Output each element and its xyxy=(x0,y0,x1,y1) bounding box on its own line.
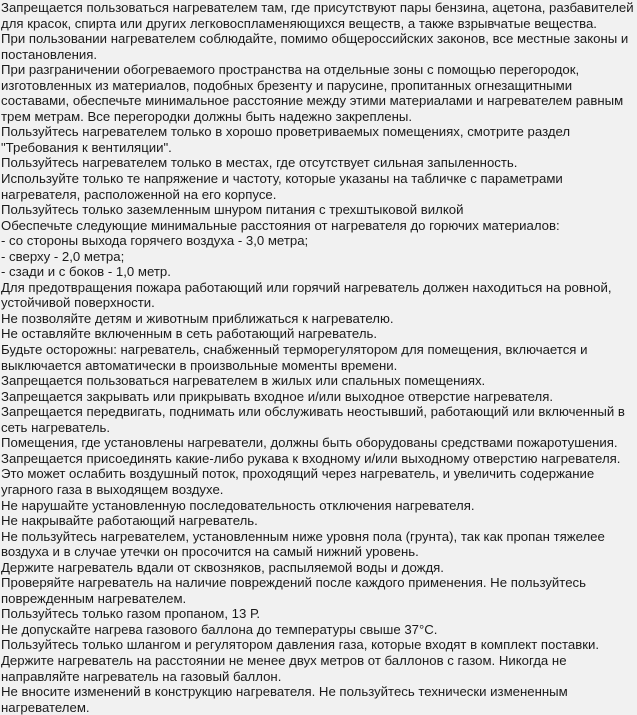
list-item-rear-and-sides: - сзади и с боков - 1,0 метр. xyxy=(1,264,171,280)
paragraph-5: Пользуйтесь нагревателем только в местах, где отсутствует сильная запыленность. xyxy=(1,155,518,171)
paragraph-1: Запрещается пользоваться нагревателем там, где присутствуют пары бензина, ацетона, разбавителей для красок, спирта или других легковоспламеняющихся веществ, а также взрывчатые вещества. xyxy=(1,0,634,31)
paragraph-8: Обеспечьте следующие минимальные расстояния от нагревателя до горючих материалов: xyxy=(1,217,560,233)
paragraph-2: При пользовании нагревателем соблюдайте, помимо общероссийских законов, все местные законы и постановления. xyxy=(1,31,629,62)
paragraph-6: Используйте только те напряжение и частоту, которые указаны на табличке с параметрами нагревателя, расположенной на его корпусе. xyxy=(1,171,563,202)
paragraph-3: При разграничении обогреваемого пространства на отдельные зоны с помощью перегородок, изготовленных из материалов, подобных брезенту и парусине, пропитанных огнезащитными составами, обеспечьте минимальное расстояние между этими материалами и нагревателем равным трем метрам. Все перегородки должны быть надежно закреплены. xyxy=(1,62,624,124)
paragraph-30: Не вносите изменений в конструкцию нагревателя. Не пользуйтесь технически измененным нагревателем. xyxy=(1,684,568,715)
paragraph-16: Запрещается пользоваться нагревателем в жилых или спальных помещениях. xyxy=(1,373,486,389)
paragraph-24: Держите нагреватель вдали от сквозняков, распыляемой воды и дождя. xyxy=(1,559,444,575)
paragraph-21: Не нарушайте установленную последовательность отключения нагревателя. xyxy=(1,497,475,513)
paragraph-7: Пользуйтесь только заземленным шнуром питания с трехштыковой вилкой xyxy=(1,202,464,218)
paragraph-28: Пользуйтесь только шлангом и регулятором давления газа, которые входят в комплект поставки. xyxy=(1,637,600,653)
paragraph-13: Не позволяйте детям и животным приближаться к нагревателю. xyxy=(1,310,394,326)
paragraph-25: Проверяйте нагреватель на наличие повреждений после каждого применения. Не пользуйтесь поврежденным нагревателем. xyxy=(1,575,586,606)
paragraph-20: Запрещается присоединять какие-либо рукава к входному и/или выходному отверстию нагревателя. Это может ослабить воздушный поток, проходящий через нагреватель, и увеличить содержание угарного газа в выходящем воздухе. xyxy=(1,450,621,497)
paragraph-19: Помещения, где установлены нагреватели, должны быть оборудованы средствами пожаротушения. xyxy=(1,435,618,451)
paragraph-12: Для предотвращения пожара работающий или горячий нагреватель должен находиться на ровной, устойчивой поверхности. xyxy=(1,279,612,311)
paragraph-22: Не накрывайте работающий нагреватель. xyxy=(1,513,258,529)
paragraph-15: Будьте осторожны: нагреватель, снабженный терморегулятором для помещения, включается и выключается автоматически в произвольные моменты времени. xyxy=(1,342,588,373)
paragraph-27: Не допускайте нагрева газового баллона до температуры свыше 37°С. xyxy=(1,621,438,637)
paragraph-4: Пользуйтесь нагревателем только в хорошо проветриваемых помещениях, смотрите раздел "Требования к вентиляции". xyxy=(1,124,571,155)
paragraph-26: Пользуйтесь только газом пропаном, 13 Р. xyxy=(1,606,260,622)
list-item-hot-air-outlet: - со стороны выхода горячего воздуха - 3,0 метра; xyxy=(1,233,309,249)
list-item-above: - сверху - 2,0 метра; xyxy=(1,248,125,264)
paragraph-29: Держите нагреватель на расстоянии не менее двух метров от баллонов с газом. Никогда не направляйте нагреватель на газовый баллон. xyxy=(1,652,567,684)
paragraph-17: Запрещается закрывать или прикрывать входное и/или выходное отверстие нагревателя. xyxy=(1,388,554,404)
paragraph-14: Не оставляйте включенным в сеть работающий нагреватель. xyxy=(1,326,378,342)
paragraph-23: Не пользуйтесь нагревателем, установленным ниже уровня пола (грунта), так как пропан тяжелее воздуха и в случае утечки он просочится на самый нижний уровень. xyxy=(1,528,605,560)
paragraph-18: Запрещается передвигать, поднимать или обслуживать неостывший, работающий или включенный в сеть нагреватель. xyxy=(1,404,625,435)
